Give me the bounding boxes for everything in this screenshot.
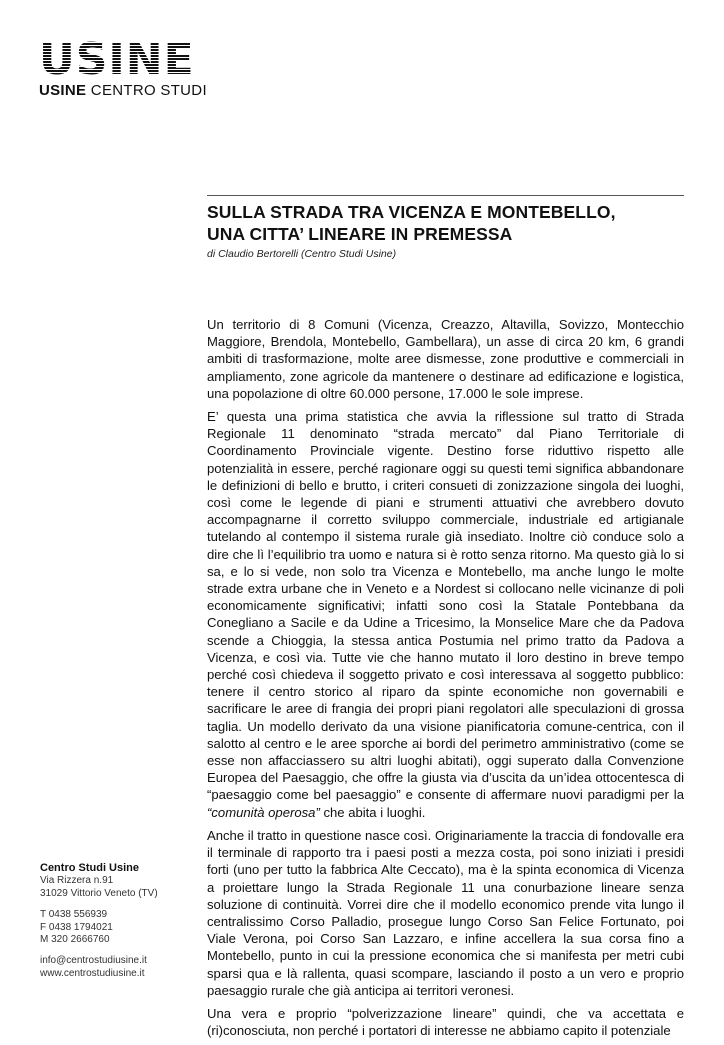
logo-subtitle-rest: CENTRO STUDI xyxy=(86,82,207,99)
logo-wordmark: USINE xyxy=(39,40,207,80)
paragraph-3: Anche il tratto in questione nasce così. Originariamente la traccia di fondovalle era il terminale di rapporto tra i paesi posti a mezza costa, poi sono iniziati i presidi forti (uno per tutto la fabbrica Alte Ceccato), ma è la spinta economica di Vicenza a proiettare lungo la Strada Regionale 11 una conurbazione lineare senza soluzione di continuità. Vorrei dire che il modello economico prende vita lungo il centralissimo Corso Palladio, prosegue lungo Corso San Felice Fortunato, poi Viale Verona, poi Corso San Lazzaro, e infine accellera la sua corsa fino a Montebello, punto in cui la pressione economica che si manifesta per metri cubi sparsi qua e là rallenta, quasi scompare, lasciando il posto a un vero e proprio paesaggio rurale che già anticipa ai territori veronesi. xyxy=(207,827,684,998)
title-line-1: SULLA STRADA TRA VICENZA E MONTEBELLO, xyxy=(207,202,616,222)
contact-org-name: Centro Studi Usine xyxy=(40,862,140,874)
contact-phone: T 0438 556939 xyxy=(40,909,108,921)
contact-website[interactable]: www.centrostudiusine.it xyxy=(40,967,145,979)
article-body xyxy=(207,316,684,1045)
contact-fax: F 0438 1794021 xyxy=(40,921,113,933)
contact-address-line-1: Via Rizzera n.91 xyxy=(40,875,114,887)
paragraph-2-emphasis: “comunità operosa” xyxy=(207,804,320,820)
contact-block xyxy=(40,862,200,980)
paragraph-2-main: E’ questa una prima statistica che avvia la riflessione sul tratto di Strada Regionale 11 denominato “strada mercato” dal Piano Territoriale di Coordinamento Provinciale vigente. Destino forse riduttivo rispetto alle potenzialità in essere, perché ragionare oggi su questi temi significa abbandonare le definizioni di bello e brutto, i criteri consueti di zonizzazione singola dei luoghi, così come le legende di piani e strumenti attuativi che avrebbero dovuto accompagnarne il corretto sviluppo commerciale, industriale ed artigianale tutelando al contempo il sistema rurale già insediato. Inoltre ciò conduce solo a dire che lì l’equilibrio tra uomo e natura si è rotto senza ritorno. Ma questo già lo si sa, e lo si vede, non solo tra Vicenza e Montebello, ma anche lungo le molte strade extra urbane che in Veneto e a Nordest si collocano nelle vicinanze di poli economicamente significativi; infatti sono così la Statale Pontebbana da Conegliano a Sacile e da Udine a Tricesimo, la Monselice Mare che da Padova scende a Chioggia, la stessa antica Postumia nel primo tratto da Padova a Vicenza, e così via. Tutte vie che hanno mutato il loro destino in breve tempo perché così chiedeva il soggetto privato e così interessava al soggetto pubblico: tenere il centro storico al riparo da spinte economiche non governabili e sacrificare le aree di frangia dei propri piani regolatori alle speculazioni di grossa taglia. Un modello derivato da una visione pianificatoria comune-centrica, con il salotto al centro e le aree sporche ai bordi del perimetro amministrativo (come se esse non affacciassero su altri luoghi abitati), oggi superato dalla Convenzione Europea del Paesaggio, che offre la giusta via d’uscita da un’idea ottocentesca di “paesaggio come bel paesaggio” e consente di affermare nuovi paradigmi per la xyxy=(207,409,684,803)
article-title xyxy=(207,201,684,245)
title-line-2: UNA CITTA’ LINEARE IN PREMESSA xyxy=(207,224,513,244)
logo-subtitle xyxy=(39,82,207,99)
article-byline: di Claudio Bertorelli (Centro Studi Usine) xyxy=(207,248,397,260)
paragraph-2-tail: che abita i luoghi. xyxy=(319,804,426,820)
contact-email[interactable]: info@centrostudiusine.it xyxy=(40,955,147,967)
logo-subtitle-bold: USINE xyxy=(39,82,87,99)
title-divider xyxy=(207,195,684,196)
paragraph-4: Una vera e proprio “polverizzazione lineare” quindi, che va accettata e (ri)conosciuta, non perché i portatori di interesse ne abbiamo capito il potenziale xyxy=(207,1005,684,1039)
contact-mobile: M 320 2666760 xyxy=(40,934,110,946)
paragraph-1: Un territorio di 8 Comuni (Vicenza, Creazzo, Altavilla, Sovizzo, Montecchio Maggiore, Brendola, Montebello, Gambellara), un asse di circa 20 km, 6 grandi ambiti di trasformazione, molte aree dismesse, zone produttive e commerciali in ampliamento, zone agricole da mantenere o destinare ad edificazione e logistica, una popolazione di oltre 60.000 persone, 17.000 le sole imprese. xyxy=(207,317,684,401)
paragraph-2 xyxy=(207,408,684,821)
usine-logo xyxy=(39,34,207,99)
contact-address-line-2: 31029 Vittorio Veneto (TV) xyxy=(40,887,158,899)
